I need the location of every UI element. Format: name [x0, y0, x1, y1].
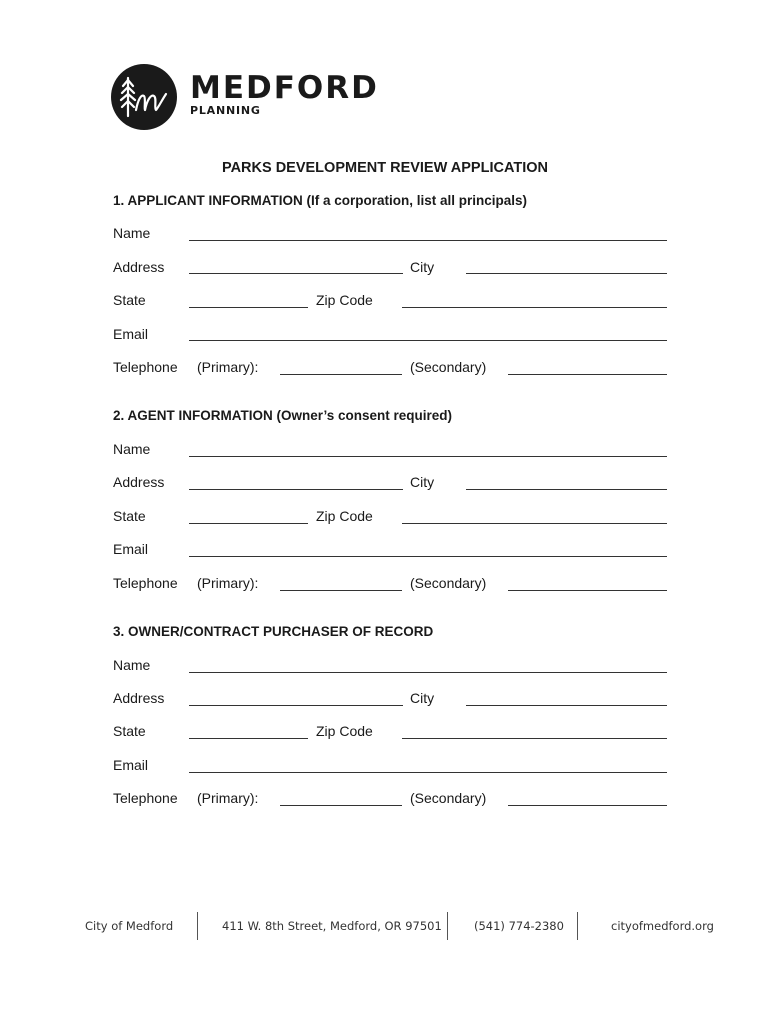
- owner-state-field[interactable]: [189, 738, 308, 739]
- applicant-telephone-label: Telephone: [113, 359, 178, 375]
- owner-email-label: Email: [113, 757, 149, 773]
- owner-city-field[interactable]: [466, 705, 667, 706]
- agent-secondary-label: (Secondary): [410, 575, 487, 591]
- agent-zip-label: Zip Code: [316, 508, 373, 524]
- applicant-secondary-label: (Secondary): [410, 359, 487, 375]
- footer-website-link[interactable]: cityofmedford.org: [611, 919, 714, 933]
- agent-telephone-label: Telephone: [113, 575, 178, 591]
- section-title-applicant: 1. APPLICANT INFORMATION (If a corporation, list all principals): [113, 193, 528, 208]
- agent-email-label: Email: [113, 541, 149, 557]
- agent-email-field[interactable]: [189, 556, 667, 557]
- owner-state-label: State: [113, 723, 146, 739]
- owner-city-label: City: [410, 690, 435, 706]
- logo-subtitle: PLANNING: [190, 104, 261, 117]
- logo-wordmark: MEDFORD: [190, 70, 379, 106]
- agent-city-label: City: [410, 474, 435, 490]
- owner-address-label: Address: [113, 690, 165, 706]
- applicant-secondary-phone-field[interactable]: [508, 374, 667, 375]
- applicant-address-label: Address: [113, 259, 165, 275]
- owner-name-label: Name: [113, 657, 151, 673]
- agent-zip-field[interactable]: [402, 523, 667, 524]
- owner-primary-label: (Primary):: [197, 790, 259, 806]
- applicant-email-label: Email: [113, 326, 149, 342]
- applicant-zip-field[interactable]: [402, 307, 667, 308]
- agent-state-field[interactable]: [189, 523, 308, 524]
- footer-address: 411 W. 8th Street, Medford, OR 97501: [222, 919, 442, 933]
- section-title-agent: 2. AGENT INFORMATION (Owner’s consent required): [113, 408, 453, 423]
- applicant-primary-label: (Primary):: [197, 359, 259, 375]
- agent-state-label: State: [113, 508, 146, 524]
- applicant-email-field[interactable]: [189, 340, 667, 341]
- form-title: PARKS DEVELOPMENT REVIEW APPLICATION: [221, 160, 548, 176]
- owner-email-field[interactable]: [189, 772, 667, 773]
- footer-phone: (541) 774-2380: [474, 919, 564, 933]
- agent-name-field[interactable]: [189, 456, 667, 457]
- applicant-city-label: City: [410, 259, 435, 275]
- medford-planning-logo: [111, 64, 391, 134]
- owner-address-field[interactable]: [189, 705, 403, 706]
- section-title-owner: 3. OWNER/CONTRACT PURCHASER OF RECORD: [113, 624, 434, 639]
- owner-primary-phone-field[interactable]: [280, 805, 402, 806]
- agent-primary-label: (Primary):: [197, 575, 259, 591]
- tree-m-logo-icon: [111, 64, 177, 130]
- agent-city-field[interactable]: [466, 489, 667, 490]
- applicant-address-field[interactable]: [189, 273, 403, 274]
- agent-primary-phone-field[interactable]: [280, 590, 402, 591]
- applicant-city-field[interactable]: [466, 273, 667, 274]
- agent-address-field[interactable]: [189, 489, 403, 490]
- footer-divider: [197, 912, 198, 940]
- owner-zip-label: Zip Code: [316, 723, 373, 739]
- applicant-state-label: State: [113, 292, 146, 308]
- agent-name-label: Name: [113, 441, 151, 457]
- footer-divider: [577, 912, 578, 940]
- owner-secondary-phone-field[interactable]: [508, 805, 667, 806]
- owner-zip-field[interactable]: [402, 738, 667, 739]
- owner-name-field[interactable]: [189, 672, 667, 673]
- footer-city: City of Medford: [85, 919, 174, 933]
- applicant-name-field[interactable]: [189, 240, 667, 241]
- footer-divider: [447, 912, 448, 940]
- owner-secondary-label: (Secondary): [410, 790, 487, 806]
- agent-secondary-phone-field[interactable]: [508, 590, 667, 591]
- applicant-zip-label: Zip Code: [316, 292, 373, 308]
- applicant-name-label: Name: [113, 225, 151, 241]
- applicant-state-field[interactable]: [189, 307, 308, 308]
- applicant-primary-phone-field[interactable]: [280, 374, 402, 375]
- agent-address-label: Address: [113, 474, 165, 490]
- owner-telephone-label: Telephone: [113, 790, 178, 806]
